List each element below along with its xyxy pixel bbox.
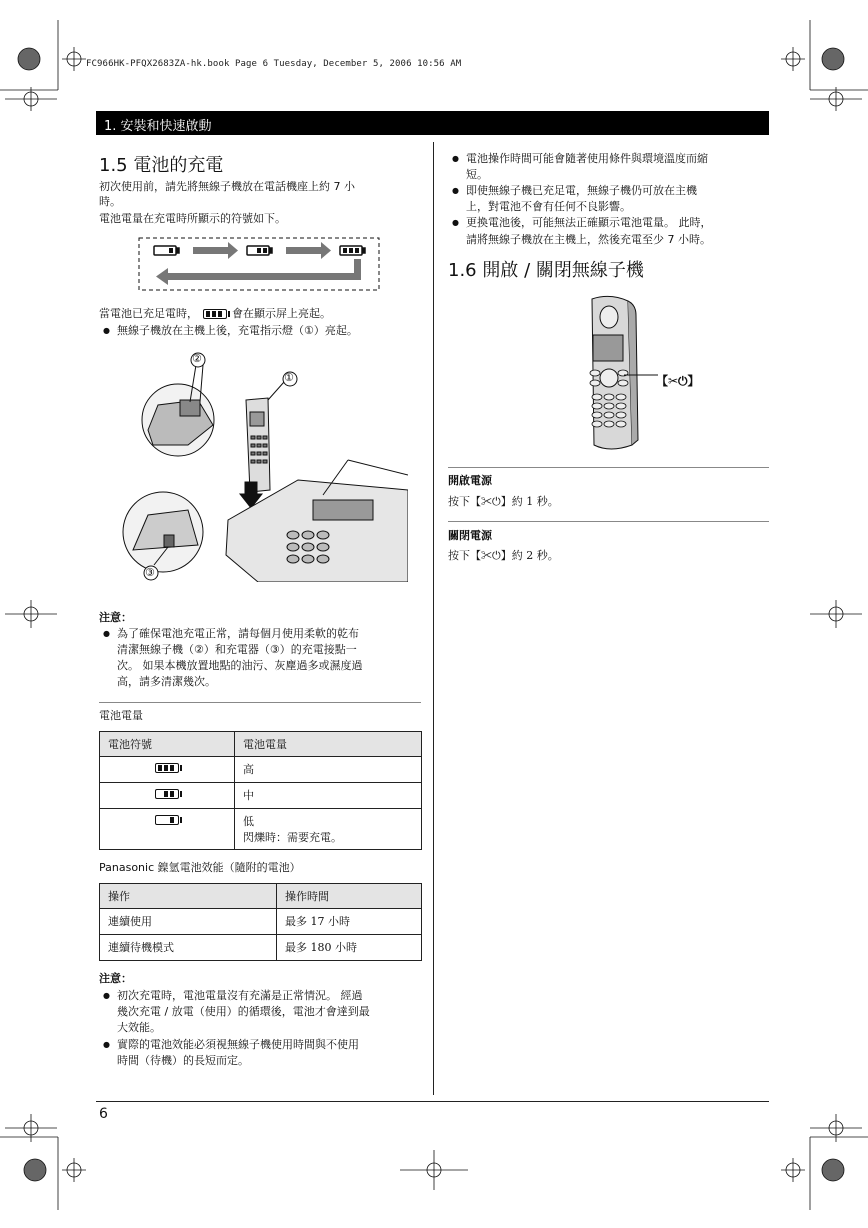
header-cell: 電池電量: [235, 732, 422, 757]
footer-rule: [96, 1101, 769, 1102]
charging-illustration: [118, 350, 408, 582]
table-row: [100, 809, 422, 850]
section-bar: [96, 111, 769, 135]
right-bullet-1-line-1: ● 電池操作時間可能會隨著使用條件與環境溫度而縮: [448, 150, 708, 167]
battery-performance-table: [99, 883, 422, 961]
note-label: 注意：: [99, 611, 132, 624]
note-1-line-1: ● 為了確保電池充電正常，請每個月使用柔軟的乾布: [99, 625, 359, 642]
handset-illustration: [580, 295, 660, 453]
battery-icon-cell: [100, 783, 235, 809]
callout-1: ①: [284, 371, 294, 384]
operation-cell: 連續待機模式: [100, 935, 277, 961]
intro-line-1: 初次使用前，請先將無線子機放在電話機座上約 7 小: [99, 180, 355, 193]
charge-indicator-bullet: ● 無線子機放在主機上後，充電指示燈（①）亮起。: [99, 322, 358, 339]
level-cell: 低 閃爍時：需要充電。: [235, 809, 422, 850]
note-1-line-4: 高，請多清潔幾次。: [117, 675, 216, 688]
battery-high-icon: [155, 763, 179, 773]
divider-battery-level: [99, 702, 421, 703]
power-on-text: 按下【✂⏻】約 1 秒。: [448, 495, 559, 508]
note-2-label: 注意：: [99, 972, 132, 985]
right-bullet-3-line-2: 請將無線子機放在主機上，然後充電至少 7 小時。: [466, 233, 711, 246]
section-1-5-title: 1.5 電池的充電: [99, 155, 224, 176]
note-2-2-line-1: ● 實際的電池效能必須視無線子機使用時間與不使用: [99, 1036, 359, 1053]
right-bullet-1-line-2: 短。: [466, 168, 488, 181]
page-number: 6: [99, 1106, 108, 1122]
time-cell: 最多 17 小時: [277, 909, 422, 935]
note-2-1-line-2: 幾次充電 / 放電（使用）的循環後，電池才會達到最: [117, 1005, 370, 1018]
intro-line-2: 時。: [99, 195, 121, 208]
column-divider: [433, 142, 434, 1095]
divider-power-off: [448, 521, 769, 522]
table-header-row: [100, 884, 422, 909]
full-charge-text: 當電池已充足電時， 會在顯示屏上亮起。: [99, 307, 331, 320]
table-header-row: [100, 732, 422, 757]
header-cell: 操作: [100, 884, 277, 909]
right-bullet-2-line-2: 上，對電池不會有任何不良影響。: [466, 200, 631, 213]
battery-level-table: [99, 731, 422, 850]
table-row: [100, 909, 422, 935]
note-2-2-line-2: 時間（待機）的長短而定。: [117, 1054, 249, 1067]
note-1-line-2: 清潔無線子機（②）和充電器（③）的充電接點一: [117, 643, 357, 656]
callout-3: ③: [145, 566, 155, 579]
note-1-line-3: 次。 如果本機放置地點的油污、灰塵過多或濕度過: [117, 659, 363, 672]
right-bullet-3-line-1: ● 更換電池後，可能無法正確顯示電池電量。 此時，: [448, 214, 712, 231]
battery-icon-cell: [100, 809, 235, 850]
level-cell: 中: [235, 783, 422, 809]
note-2-1-line-1: ● 初次充電時，電池電量沒有充滿是正常情況。 經過: [99, 987, 363, 1004]
power-on-heading: 開啟電源: [448, 474, 492, 487]
section-title: 1. 安裝和快速啟動: [104, 119, 212, 134]
power-key-label: 【✂⏻】: [656, 374, 700, 388]
callout-2: ②: [192, 352, 202, 365]
power-off-text: 按下【✂⏻】約 2 秒。: [448, 549, 559, 562]
section-1-6-title: 1.6 開啟 / 關閉無線子機: [448, 260, 644, 281]
full-battery-icon: [203, 309, 227, 319]
table-row: [100, 757, 422, 783]
level-cell: 高: [235, 757, 422, 783]
divider-power-on: [448, 467, 769, 468]
battery-low-icon: [155, 815, 179, 825]
table-row: [100, 783, 422, 809]
table-row: [100, 935, 422, 961]
right-bullet-2-line-1: ● 即使無線子機已充足電，無線子機仍可放在主機: [448, 182, 697, 199]
header-cell: 操作時間: [277, 884, 422, 909]
battery-performance-heading: Panasonic 鎳氫電池效能（隨附的電池）: [99, 861, 301, 874]
battery-medium-icon: [155, 789, 179, 799]
battery-level-heading: 電池電量: [99, 709, 143, 722]
intro-line-3: 電池電量在充電時所顯示的符號如下。: [99, 212, 286, 225]
time-cell: 最多 180 小時: [277, 935, 422, 961]
battery-icon-cell: [100, 757, 235, 783]
operation-cell: 連續使用: [100, 909, 277, 935]
charging-sequence-diagram: [138, 237, 382, 293]
print-header: FC966HK-PFQX2683ZA-hk.book Page 6 Tuesday, December 5, 2006 10:56 AM: [86, 59, 462, 69]
header-cell: 電池符號: [100, 732, 235, 757]
note-2-1-line-3: 大效能。: [117, 1021, 161, 1034]
power-off-heading: 關閉電源: [448, 529, 492, 542]
